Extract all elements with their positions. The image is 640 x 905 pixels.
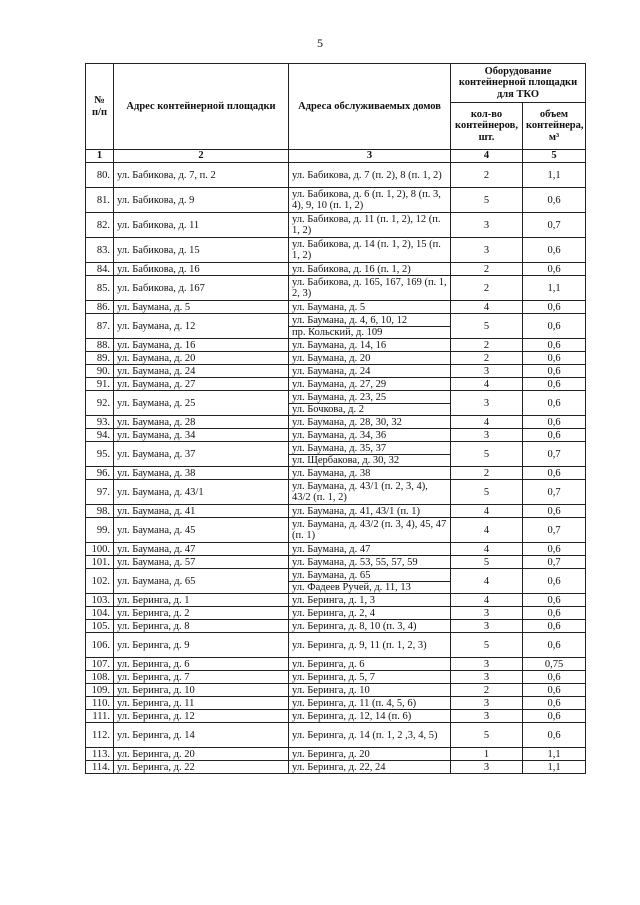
row-number: 108. xyxy=(86,671,114,684)
container-volume: 0,6 xyxy=(523,505,586,518)
served-addresses xyxy=(289,238,451,263)
container-count: 1 xyxy=(451,748,523,761)
served-addresses xyxy=(289,365,451,378)
site-address: ул. Баумана, д. 28 xyxy=(114,416,289,429)
row-number: 95. xyxy=(86,442,114,467)
site-address: ул. Бабикова, д. 167 xyxy=(114,276,289,301)
served-addresses xyxy=(289,314,451,339)
served-addresses xyxy=(289,391,451,416)
served-addresses xyxy=(289,594,451,607)
table-row xyxy=(86,480,586,505)
served-address-line: ул. Бабикова, д. 11 (п. 1, 2), 12 (п. 1, 2) xyxy=(292,214,441,236)
container-volume: 0,6 xyxy=(523,684,586,697)
served-address-line: ул. Баумана, д. 23, 25 xyxy=(292,391,387,403)
container-count: 4 xyxy=(451,569,523,594)
table-row xyxy=(86,467,586,480)
served-addresses xyxy=(289,518,451,543)
container-volume: 0,6 xyxy=(523,378,586,391)
site-address: ул. Бабикова, д. 15 xyxy=(114,238,289,263)
site-address: ул. Баумана, д. 25 xyxy=(114,391,289,416)
container-count: 4 xyxy=(451,378,523,391)
container-volume: 0,7 xyxy=(523,213,586,238)
container-volume: 0,6 xyxy=(523,671,586,684)
container-count: 5 xyxy=(451,556,523,569)
served-addresses xyxy=(289,429,451,442)
container-count: 3 xyxy=(451,761,523,774)
table-row xyxy=(86,442,586,467)
container-count: 2 xyxy=(451,339,523,352)
table-row xyxy=(86,543,586,556)
served-addresses xyxy=(289,710,451,723)
row-number: 85. xyxy=(86,276,114,301)
table-row xyxy=(86,188,586,213)
served-address-line: ул. Баумана, д. 28, 30, 32 xyxy=(292,416,402,428)
served-address-line: ул. Баумана, д. 43/2 (п. 3, 4), 45, 47 (п. 1) xyxy=(292,519,447,541)
table-row xyxy=(86,723,586,748)
served-address-line: ул. Баумана, д. 53, 55, 57, 59 xyxy=(292,556,418,568)
served-addresses xyxy=(289,607,451,620)
row-number: 94. xyxy=(86,429,114,442)
table-row xyxy=(86,238,586,263)
served-address-line: ул. Беринга, д. 14 (п. 1, 2 ,3, 4, 5) xyxy=(292,729,438,741)
container-volume: 0,6 xyxy=(523,314,586,339)
served-address-line: ул. Беринга, д. 6 xyxy=(292,658,365,670)
served-addresses xyxy=(289,761,451,774)
site-address: ул. Бабикова, д. 7, п. 2 xyxy=(114,163,289,188)
container-count: 4 xyxy=(451,543,523,556)
served-address-line: ул. Баумана, д. 65 xyxy=(292,569,371,581)
row-number: 107. xyxy=(86,658,114,671)
served-address-line: ул. Беринга, д. 8, 10 (п. 3, 4) xyxy=(292,620,417,632)
table-row xyxy=(86,684,586,697)
served-addresses xyxy=(289,163,451,188)
table-row xyxy=(86,352,586,365)
container-volume: 0,7 xyxy=(523,442,586,467)
col-number: 3 xyxy=(289,150,451,163)
served-addresses xyxy=(289,543,451,556)
served-address-line: ул. Беринга, д. 2, 4 xyxy=(292,607,376,619)
table-row xyxy=(86,748,586,761)
container-volume: 0,6 xyxy=(523,301,586,314)
site-address: ул. Баумана, д. 34 xyxy=(114,429,289,442)
site-address: ул. Беринга, д. 10 xyxy=(114,684,289,697)
site-address: ул. Баумана, д. 12 xyxy=(114,314,289,339)
site-address: ул. Баумана, д. 45 xyxy=(114,518,289,543)
container-count: 3 xyxy=(451,213,523,238)
container-volume: 0,6 xyxy=(523,467,586,480)
container-volume: 0,75 xyxy=(523,658,586,671)
served-addresses xyxy=(289,505,451,518)
row-number: 113. xyxy=(86,748,114,761)
container-volume: 0,6 xyxy=(523,710,586,723)
site-address: ул. Баумана, д. 37 xyxy=(114,442,289,467)
container-volume: 0,6 xyxy=(523,339,586,352)
container-count: 4 xyxy=(451,505,523,518)
served-addresses xyxy=(289,723,451,748)
container-count: 3 xyxy=(451,429,523,442)
table-row xyxy=(86,697,586,710)
served-address-line: ул. Бочкова, д. 2 xyxy=(289,403,450,415)
served-address-line: ул. Бабикова, д. 7 (п. 2), 8 (п. 1, 2) xyxy=(292,169,442,181)
page-number: 5 xyxy=(317,36,323,50)
site-address: ул. Беринга, д. 2 xyxy=(114,607,289,620)
served-address-line: ул. Баумана, д. 5 xyxy=(292,301,366,313)
site-address: ул. Беринга, д. 14 xyxy=(114,723,289,748)
container-count: 5 xyxy=(451,188,523,213)
served-address-line: ул. Баумана, д. 4, 6, 10, 12 xyxy=(292,314,408,326)
container-volume: 0,6 xyxy=(523,238,586,263)
row-number: 83. xyxy=(86,238,114,263)
served-address-line: ул. Бабикова, д. 6 (п. 1, 2), 8 (п. 3, 4), 9, 10 (п. 1, 2) xyxy=(292,189,441,211)
header-num: № п/п xyxy=(86,64,114,150)
container-volume: 0,6 xyxy=(523,697,586,710)
served-address-line: ул. Бабикова, д. 165, 167, 169 (п. 1, 2, 3) xyxy=(292,277,447,299)
served-addresses xyxy=(289,378,451,391)
site-address: ул. Баумана, д. 43/1 xyxy=(114,480,289,505)
table-row xyxy=(86,429,586,442)
served-addresses xyxy=(289,213,451,238)
table-row xyxy=(86,416,586,429)
row-number: 106. xyxy=(86,633,114,658)
row-number: 111. xyxy=(86,710,114,723)
container-volume: 0,6 xyxy=(523,429,586,442)
served-address-line: ул. Беринга, д. 22, 24 xyxy=(292,761,386,773)
served-address-line: пр. Кольский, д. 109 xyxy=(289,326,450,338)
served-address-line: ул. Баумана, д. 20 xyxy=(292,352,371,364)
served-address-line: ул. Баумана, д. 35, 37 xyxy=(292,442,387,454)
site-address: ул. Бабикова, д. 11 xyxy=(114,213,289,238)
container-count: 3 xyxy=(451,671,523,684)
container-volume: 1,1 xyxy=(523,761,586,774)
site-address: ул. Бабикова, д. 9 xyxy=(114,188,289,213)
container-count: 5 xyxy=(451,480,523,505)
served-address-line: ул. Бабикова, д. 16 (п. 1, 2) xyxy=(292,263,411,275)
row-number: 92. xyxy=(86,391,114,416)
container-count: 3 xyxy=(451,391,523,416)
served-address-line: ул. Беринга, д. 1, 3 xyxy=(292,594,376,606)
container-volume: 0,6 xyxy=(523,620,586,633)
container-volume: 0,7 xyxy=(523,556,586,569)
container-volume: 0,6 xyxy=(523,569,586,594)
container-count: 2 xyxy=(451,276,523,301)
served-addresses xyxy=(289,301,451,314)
served-addresses xyxy=(289,416,451,429)
container-count: 3 xyxy=(451,710,523,723)
served-address-line: ул. Баумана, д. 27, 29 xyxy=(292,378,387,390)
container-volume: 1,1 xyxy=(523,163,586,188)
row-number: 96. xyxy=(86,467,114,480)
served-addresses xyxy=(289,620,451,633)
row-number: 84. xyxy=(86,263,114,276)
container-count: 3 xyxy=(451,620,523,633)
row-number: 102. xyxy=(86,569,114,594)
container-volume: 0,6 xyxy=(523,391,586,416)
container-volume: 0,6 xyxy=(523,365,586,378)
container-sites-table xyxy=(85,63,586,774)
served-addresses xyxy=(289,339,451,352)
header-equipment: Оборудование контейнерной площадки для ТКО xyxy=(451,64,586,103)
row-number: 103. xyxy=(86,594,114,607)
site-address: ул. Беринга, д. 12 xyxy=(114,710,289,723)
col-number: 2 xyxy=(114,150,289,163)
table-row xyxy=(86,301,586,314)
site-address: ул. Баумана, д. 20 xyxy=(114,352,289,365)
row-number: 81. xyxy=(86,188,114,213)
row-number: 91. xyxy=(86,378,114,391)
site-address: ул. Беринга, д. 22 xyxy=(114,761,289,774)
served-addresses xyxy=(289,569,451,594)
table-row xyxy=(86,378,586,391)
container-count: 4 xyxy=(451,301,523,314)
table-row xyxy=(86,518,586,543)
container-volume: 0,6 xyxy=(523,633,586,658)
header-row xyxy=(86,64,586,103)
table-row xyxy=(86,569,586,594)
table-row xyxy=(86,761,586,774)
container-count: 2 xyxy=(451,163,523,188)
row-number: 105. xyxy=(86,620,114,633)
served-address-line: ул. Беринга, д. 12, 14 (п. 6) xyxy=(292,710,412,722)
table-body xyxy=(86,163,586,774)
col-number: 5 xyxy=(523,150,586,163)
site-address: ул. Баумана, д. 16 xyxy=(114,339,289,352)
container-count: 3 xyxy=(451,697,523,710)
served-addresses xyxy=(289,188,451,213)
header-count: кол-во контейнеров, шт. xyxy=(451,103,523,150)
container-count: 2 xyxy=(451,684,523,697)
table-row xyxy=(86,710,586,723)
site-address: ул. Беринга, д. 11 xyxy=(114,697,289,710)
served-address-line: ул. Баумана, д. 24 xyxy=(292,365,371,377)
served-addresses xyxy=(289,263,451,276)
served-address-line: ул. Баумана, д. 14, 16 xyxy=(292,339,387,351)
container-count: 4 xyxy=(451,594,523,607)
container-volume: 0,7 xyxy=(523,480,586,505)
container-volume: 0,7 xyxy=(523,518,586,543)
served-addresses xyxy=(289,658,451,671)
container-count: 5 xyxy=(451,633,523,658)
row-number: 114. xyxy=(86,761,114,774)
row-number: 80. xyxy=(86,163,114,188)
served-addresses xyxy=(289,684,451,697)
col-number: 4 xyxy=(451,150,523,163)
container-count: 2 xyxy=(451,467,523,480)
container-volume: 0,6 xyxy=(523,352,586,365)
container-count: 3 xyxy=(451,607,523,620)
row-number: 99. xyxy=(86,518,114,543)
row-number: 86. xyxy=(86,301,114,314)
served-address-line: ул. Беринга, д. 9, 11 (п. 1, 2, 3) xyxy=(292,639,427,651)
table-row xyxy=(86,633,586,658)
served-addresses xyxy=(289,697,451,710)
container-volume: 0,6 xyxy=(523,188,586,213)
row-number: 89. xyxy=(86,352,114,365)
container-count: 2 xyxy=(451,352,523,365)
site-address: ул. Беринга, д. 9 xyxy=(114,633,289,658)
container-count: 2 xyxy=(451,263,523,276)
row-number: 112. xyxy=(86,723,114,748)
site-address: ул. Беринга, д. 20 xyxy=(114,748,289,761)
header-volume: объем контейнера, м³ xyxy=(523,103,586,150)
row-number: 88. xyxy=(86,339,114,352)
served-address-line: ул. Щербакова, д. 30, 32 xyxy=(289,454,450,466)
row-number: 101. xyxy=(86,556,114,569)
served-addresses xyxy=(289,748,451,761)
container-count: 3 xyxy=(451,365,523,378)
container-volume: 1,1 xyxy=(523,276,586,301)
container-count: 5 xyxy=(451,314,523,339)
container-count: 5 xyxy=(451,442,523,467)
column-number-row xyxy=(86,150,586,163)
container-volume: 0,6 xyxy=(523,723,586,748)
table-row xyxy=(86,671,586,684)
site-address: ул. Баумана, д. 24 xyxy=(114,365,289,378)
row-number: 87. xyxy=(86,314,114,339)
site-address: ул. Баумана, д. 65 xyxy=(114,569,289,594)
container-volume: 1,1 xyxy=(523,748,586,761)
row-number: 82. xyxy=(86,213,114,238)
site-address: ул. Беринга, д. 6 xyxy=(114,658,289,671)
row-number: 97. xyxy=(86,480,114,505)
table-row xyxy=(86,263,586,276)
table-row xyxy=(86,594,586,607)
served-address-line: ул. Беринга, д. 10 xyxy=(292,684,370,696)
table-row xyxy=(86,213,586,238)
table-row xyxy=(86,339,586,352)
site-address: ул. Баумана, д. 5 xyxy=(114,301,289,314)
served-address-line: ул. Баумана, д. 47 xyxy=(292,543,371,555)
served-addresses xyxy=(289,556,451,569)
served-address-line: ул. Беринга, д. 5, 7 xyxy=(292,671,376,683)
site-address: ул. Баумана, д. 27 xyxy=(114,378,289,391)
site-address: ул. Беринга, д. 8 xyxy=(114,620,289,633)
served-addresses xyxy=(289,352,451,365)
served-address-line: ул. Бабикова, д. 14 (п. 1, 2), 15 (п. 1, 2) xyxy=(292,239,441,261)
col-number: 1 xyxy=(86,150,114,163)
container-volume: 0,6 xyxy=(523,607,586,620)
table-row xyxy=(86,163,586,188)
served-address-line: ул. Беринга, д. 20 xyxy=(292,748,370,760)
row-number: 109. xyxy=(86,684,114,697)
served-address-line: ул. Фадеев Ручей, д. 11, 13 xyxy=(289,581,450,593)
container-volume: 0,6 xyxy=(523,416,586,429)
served-address-line: ул. Баумана, д. 43/1 (п. 2, 3, 4), 43/2 (п. 1, 2) xyxy=(292,481,428,503)
site-address: ул. Баумана, д. 57 xyxy=(114,556,289,569)
container-count: 3 xyxy=(451,658,523,671)
row-number: 104. xyxy=(86,607,114,620)
served-addresses xyxy=(289,480,451,505)
container-count: 3 xyxy=(451,238,523,263)
header-served: Адреса обслуживаемых домов xyxy=(289,64,451,150)
table-row xyxy=(86,505,586,518)
served-addresses xyxy=(289,671,451,684)
row-number: 110. xyxy=(86,697,114,710)
site-address: ул. Беринга, д. 7 xyxy=(114,671,289,684)
table-row xyxy=(86,556,586,569)
container-volume: 0,6 xyxy=(523,594,586,607)
site-address: ул. Бабикова, д. 16 xyxy=(114,263,289,276)
site-address: ул. Баумана, д. 38 xyxy=(114,467,289,480)
table-row xyxy=(86,658,586,671)
site-address: ул. Баумана, д. 41 xyxy=(114,505,289,518)
served-address-line: ул. Баумана, д. 41, 43/1 (п. 1) xyxy=(292,505,421,517)
table-row xyxy=(86,620,586,633)
table-row xyxy=(86,391,586,416)
site-address: ул. Баумана, д. 47 xyxy=(114,543,289,556)
served-address-line: ул. Баумана, д. 38 xyxy=(292,467,371,479)
container-volume: 0,6 xyxy=(523,543,586,556)
served-addresses xyxy=(289,633,451,658)
container-volume: 0,6 xyxy=(523,263,586,276)
served-addresses xyxy=(289,442,451,467)
served-addresses xyxy=(289,276,451,301)
table-row xyxy=(86,607,586,620)
table-row xyxy=(86,276,586,301)
header-address: Адрес контейнерной площадки xyxy=(114,64,289,150)
table-row xyxy=(86,314,586,339)
table-row xyxy=(86,365,586,378)
row-number: 90. xyxy=(86,365,114,378)
served-address-line: ул. Баумана, д. 34, 36 xyxy=(292,429,387,441)
row-number: 98. xyxy=(86,505,114,518)
served-addresses xyxy=(289,467,451,480)
row-number: 100. xyxy=(86,543,114,556)
container-count: 4 xyxy=(451,518,523,543)
row-number: 93. xyxy=(86,416,114,429)
site-address: ул. Беринга, д. 1 xyxy=(114,594,289,607)
container-count: 5 xyxy=(451,723,523,748)
container-count: 4 xyxy=(451,416,523,429)
served-address-line: ул. Беринга, д. 11 (п. 4, 5, 6) xyxy=(292,697,417,709)
